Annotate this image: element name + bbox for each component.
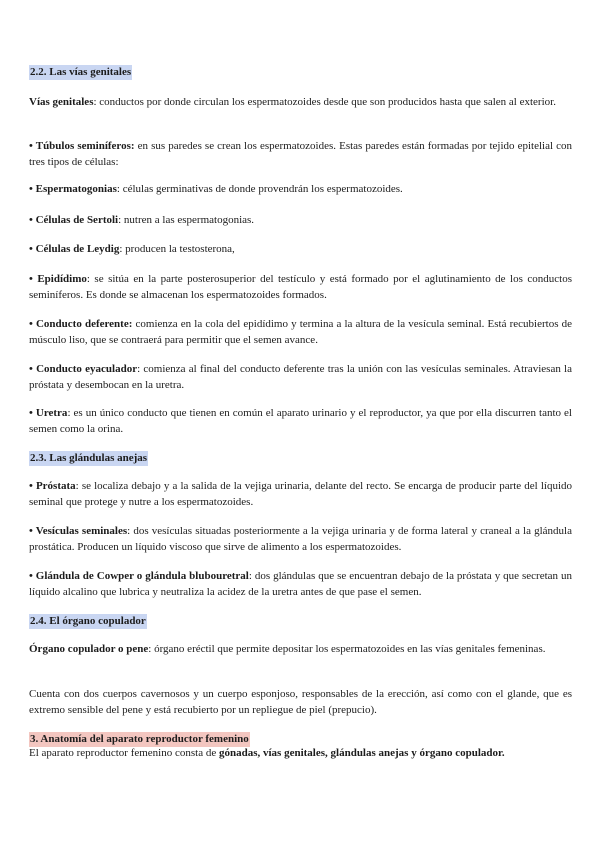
text-femenino: El aparato reproductor femenino consta de [29, 747, 219, 759]
paragraph-vesiculas [29, 524, 572, 555]
paragraph-femenino [29, 746, 572, 762]
paragraph-cuerpos [29, 687, 572, 718]
section-heading-2-3: 2.3. Las glándulas anejas [30, 452, 148, 464]
paragraph-organo-copulador [29, 642, 572, 658]
term-epididimo: • Epidídimo [29, 273, 87, 285]
text-vias-genitales: : conductos por donde circulan los espermatozoides desde que son producidos hasta que salen al exterior. [93, 96, 556, 108]
paragraph-uretra [29, 406, 572, 437]
text-eyaculador: : comienza al final del conducto deferente tras la unión con las vesículas seminales. Atraviesan la próstata y desembocan en la uretra. [29, 363, 572, 391]
term-tubulos: • Túbulos seminíferos: [29, 140, 135, 152]
text-espermatogonias: : células germinativas de donde provendrán los espermatozoides. [116, 183, 403, 195]
term-vias-genitales: Vías genitales [29, 96, 94, 108]
text-leydig: : producen la testosterona, [119, 243, 235, 255]
term-organo-copulador: Órgano copulador o pene [29, 643, 149, 655]
term-uretra: • Uretra [29, 407, 68, 419]
text-uretra: : es un único conducto que tienen en común el aparato urinario y el reproductor, ya que por ella discurren tanto el semen como la orina. [29, 407, 572, 435]
section-heading-2-2: 2.2. Las vías genitales [30, 66, 132, 78]
text-cowper: : dos glándulas que se encuentran debajo de la próstata y que secretan un líquido alcalino que lubrica y neutraliza la acidez de la uretra antes de que pase el semen. [29, 570, 572, 598]
term-cowper: • Glándula de Cowper o glándula blubouretral [29, 570, 249, 582]
term-femenino-componentes: gónadas, vías genitales, glándulas anejas y órgano copulador. [218, 747, 505, 759]
paragraph-epididimo [29, 272, 572, 303]
section-heading-3: 3. Anatomía del aparato reproductor femenino [30, 733, 249, 745]
paragraph-leydig [29, 242, 572, 258]
paragraph-espermatogonias [29, 182, 572, 198]
text-prostata: : se localiza debajo y a la salida de la vejiga urinaria, delante del recto. Se encarga de producir parte del líquido seminal que protege y nutre a los espermatozoides. [29, 480, 572, 508]
text-sertoli: : nutren a las espermatogonias. [118, 214, 255, 226]
paragraph-prostata [29, 479, 572, 510]
paragraph-deferente [29, 317, 572, 348]
term-deferente: • Conducto deferente: [29, 318, 133, 330]
term-vesiculas: • Vesículas seminales [29, 525, 128, 537]
text-tubulos: en sus paredes se crean los espermatozoides. Estas paredes están formadas por tejido epitelial con tres tipos de células: [29, 140, 572, 168]
section-heading-2-4: 2.4. El órgano copulador [30, 615, 146, 627]
term-eyaculador: • Conducto eyaculador [29, 363, 138, 375]
paragraph-eyaculador [29, 362, 572, 393]
term-espermatogonias: • Espermatogonias [29, 183, 117, 195]
text-cuerpos: Cuenta con dos cuerpos cavernosos y un cuerpo esponjoso, responsables de la erección, así como con el glande, que es extremo sensible del pene y está recubierto por un repliegue de piel (prepucio). [29, 688, 572, 716]
term-leydig: • Células de Leydig [29, 243, 120, 255]
term-prostata: • Próstata [29, 480, 76, 492]
paragraph-sertoli [29, 213, 572, 229]
text-vesiculas: : dos vesículas situadas posteriormente a la vejiga urinaria y de forma lateral y craneal a la glándula prostática. Producen un líquido viscoso que sirve de alimento a los espermatozoides. [29, 525, 572, 553]
term-sertoli: • Células de Sertoli [29, 214, 119, 226]
paragraph-vias-genitales [29, 95, 572, 111]
text-deferente: comienza en la cola del epidídimo y termina a la altura de la vesícula seminal. Está recubiertos de músculo liso, que se contraerá para permitir que el semen avance. [29, 318, 572, 346]
paragraph-cowper [29, 569, 572, 600]
text-epididimo: : se sitúa en la parte posterosuperior del testículo y está formado por el aglutinamiento de los conductos seminíferos. Es donde se almacenan los espermatozoides formados. [29, 273, 572, 301]
paragraph-tubulos [29, 139, 572, 170]
text-organo-copulador: : órgano eréctil que permite depositar los espermatozoides en las vías genitales femeninas. [148, 643, 546, 655]
